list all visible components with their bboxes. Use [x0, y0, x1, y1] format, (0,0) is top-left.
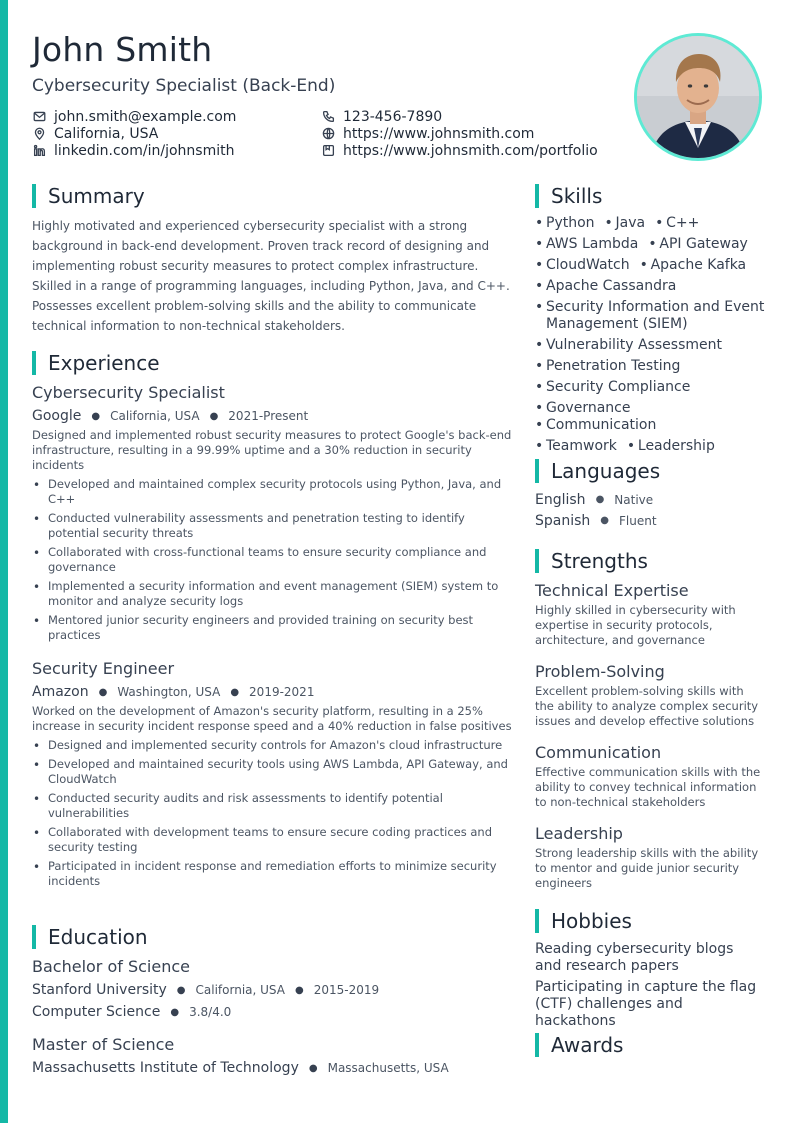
skills-line — [535, 438, 765, 455]
skill-item: • AWS Lambda — [535, 236, 638, 253]
phone-icon — [321, 110, 335, 124]
skills-line — [535, 236, 765, 253]
languages-heading: Languages — [535, 459, 660, 483]
language-name: Spanish — [535, 512, 591, 529]
languages-list — [535, 489, 765, 531]
gpa: 3.8/4.0 — [189, 1005, 232, 1019]
awards-heading: Awards — [535, 1033, 623, 1057]
job-bullet: • Conducted vulnerability assessments and penetration testing to identify potential security threats — [32, 511, 514, 541]
candidate-name: John Smith — [32, 30, 213, 69]
contact-left — [32, 108, 236, 159]
linkedin-icon — [32, 144, 46, 158]
job-company: Amazon — [32, 684, 89, 700]
skill-item: • Vulnerability Assessment — [535, 337, 722, 354]
linkedin-text: linkedin.com/in/johnsmith — [54, 142, 235, 159]
education-field — [32, 1001, 512, 1023]
location-row — [32, 125, 236, 142]
job-bullets — [32, 477, 514, 643]
school-name: Massachusetts Institute of Technology — [32, 1060, 299, 1076]
job-company: Google — [32, 408, 82, 424]
strength-desc: Excellent problem-solving skills with the ability to analyze complex security issues and develop effective solutions — [535, 684, 759, 728]
location-text: California, USA — [54, 125, 159, 142]
school-location: Massachusetts, USA — [327, 1061, 449, 1075]
separator-dot: ● — [91, 410, 101, 422]
language-level: Native — [614, 492, 654, 507]
portfolio-text: https://www.johnsmith.com/portfolio — [343, 142, 598, 159]
school-name: Stanford University — [32, 982, 167, 998]
education-meta — [32, 1057, 512, 1079]
job-location: Washington, USA — [117, 685, 221, 699]
skills-list — [535, 215, 765, 459]
job-bullet: • Conducted security audits and risk assessments to identify potential vulnerabilities — [32, 791, 514, 821]
strength-title: Communication — [535, 743, 662, 762]
strength-title: Problem-Solving — [535, 662, 665, 681]
job-dates: 2021-Present — [228, 409, 309, 423]
globe-icon — [321, 127, 335, 141]
field-of-study: Computer Science — [32, 1004, 161, 1020]
job-bullet: • Developed and maintained complex security protocols using Python, Java, and C++ — [32, 477, 514, 507]
strength-title: Technical Expertise — [535, 581, 689, 600]
email-text: john.smith@example.com — [54, 108, 237, 125]
separator-dot: ● — [600, 515, 610, 526]
candidate-role: Cybersecurity Specialist (Back-End) — [32, 76, 336, 96]
skill-item: • Python — [535, 215, 595, 232]
email-row[interactable] — [32, 108, 236, 125]
strengths-heading: Strengths — [535, 549, 648, 573]
strength-desc: Strong leadership skills with the ability to mentor and guide junior security engineers — [535, 846, 759, 890]
summary-heading: Summary — [32, 184, 145, 208]
skill-item: • C++ — [655, 215, 699, 232]
degree-title: Bachelor of Science — [32, 957, 190, 976]
skill-item: • Security Information and Event Management (SIEM) — [535, 299, 765, 333]
skills-line — [535, 358, 765, 375]
summary-text: Highly motivated and experienced cybersecurity specialist with a strong background in back-end development. Proven track record of designing and implementing robust security measures to protect complex infrastructure. Skilled in a range of programming languages, including Python, Java, and C++. Possesses excellent problem-solving skills and the ability to communicate technical information to non-technical stakeholders. — [32, 219, 510, 333]
profile-photo — [634, 33, 762, 161]
job-description: Worked on the development of Amazon's security platform, resulting in a 25% increase in security incident response speed and a 40% reduction in false positives — [32, 704, 512, 733]
job-location: California, USA — [110, 409, 200, 423]
separator-dot: ● — [308, 1062, 318, 1074]
portfolio-icon — [321, 144, 335, 158]
skill-item: • Apache Kafka — [640, 257, 747, 274]
degree-title: Master of Science — [32, 1035, 175, 1054]
school-dates: 2015-2019 — [313, 983, 380, 997]
portfolio-row[interactable] — [321, 142, 598, 159]
language-name: English — [535, 491, 586, 508]
experience-heading: Experience — [32, 351, 160, 375]
separator-dot: ● — [98, 686, 108, 698]
skills-line — [535, 299, 765, 333]
job-description: Designed and implemented robust security measures to protect Google's back-end infrastructure, resulting in a 99.99% uptime and a 30% reduction in security incidents — [32, 428, 512, 472]
linkedin-row[interactable] — [32, 142, 236, 159]
skills-line — [535, 400, 765, 434]
separator-dot: ● — [170, 1006, 180, 1018]
separator-dot: ● — [230, 686, 240, 698]
strength-item — [535, 662, 763, 729]
job-bullet: • Designed and implemented security controls for Amazon's cloud infrastructure — [32, 738, 514, 753]
education-heading: Education — [32, 925, 148, 949]
skill-item: • API Gateway — [648, 236, 747, 253]
skill-item: • Communication — [535, 417, 656, 434]
skills-line — [535, 337, 765, 354]
skills-line — [535, 379, 765, 396]
skills-line — [535, 257, 765, 274]
website-text: https://www.johnsmith.com — [343, 125, 535, 142]
job-bullet: • Mentored junior security engineers and provided training on security best practices — [32, 613, 514, 643]
job-bullet: • Collaborated with cross-functional teams to ensure security compliance and governance — [32, 545, 514, 575]
avatar-illustration — [637, 36, 759, 158]
language-level: Fluent — [619, 513, 657, 528]
separator-dot: ● — [294, 984, 304, 996]
skill-item: • Teamwork — [535, 438, 617, 455]
strength-desc: Effective communication skills with the ability to convey technical information to non-technical stakeholders — [535, 765, 761, 809]
skill-item: • Penetration Testing — [535, 358, 680, 375]
skills-heading: Skills — [535, 184, 602, 208]
job-bullet: • Collaborated with development teams to ensure secure coding practices and security testing — [32, 825, 514, 855]
job-title: Cybersecurity Specialist — [32, 383, 225, 402]
language-row — [535, 489, 765, 510]
school-location: California, USA — [195, 983, 285, 997]
separator-dot: ● — [176, 984, 186, 996]
strength-title: Leadership — [535, 824, 623, 843]
accent-bar — [0, 0, 8, 1123]
contact-right — [321, 108, 598, 159]
strength-item — [535, 743, 763, 810]
website-row[interactable] — [321, 125, 598, 142]
job-title: Security Engineer — [32, 659, 175, 678]
job-meta — [32, 405, 514, 427]
job-bullets — [32, 738, 514, 889]
skill-item: • Leadership — [627, 438, 715, 455]
separator-dot: ● — [595, 494, 605, 505]
skill-item: • Java — [605, 215, 646, 232]
mail-icon — [32, 110, 46, 124]
job-dates: 2019-2021 — [249, 685, 315, 699]
hobby-item: Participating in capture the flag (CTF) challenges and hackathons — [535, 979, 757, 1029]
skills-line — [535, 278, 765, 295]
skill-item: • CloudWatch — [535, 257, 630, 274]
phone-row[interactable] — [321, 108, 598, 125]
strength-item — [535, 824, 763, 891]
skill-item: • Apache Cassandra — [535, 278, 676, 295]
strength-desc: Highly skilled in cybersecurity with expertise in security protocols, architecture, and governance — [535, 603, 736, 647]
strength-item — [535, 581, 763, 648]
job-meta — [32, 681, 514, 703]
job-entry — [32, 383, 514, 647]
job-bullet: • Participated in incident response and remediation efforts to minimize security incidents — [32, 859, 514, 889]
education-entry — [32, 1035, 512, 1079]
skill-item: • Governance — [535, 400, 630, 417]
skill-item: • Security Compliance — [535, 379, 690, 396]
skills-line — [535, 215, 765, 232]
education-meta — [32, 979, 512, 1001]
education-entry — [32, 957, 512, 1023]
job-bullet: • Developed and maintained security tools using AWS Lambda, API Gateway, and CloudWatch — [32, 757, 514, 787]
location-icon — [32, 127, 46, 141]
job-entry — [32, 659, 514, 893]
hobby-item: Reading cybersecurity blogs and research papers — [535, 941, 734, 974]
hobbies-heading: Hobbies — [535, 909, 632, 933]
separator-dot: ● — [209, 410, 219, 422]
job-bullet: • Implemented a security information and event management (SIEM) system to monitor and analyze security logs — [32, 579, 514, 609]
phone-text: 123-456-7890 — [343, 108, 443, 125]
language-row — [535, 510, 765, 531]
